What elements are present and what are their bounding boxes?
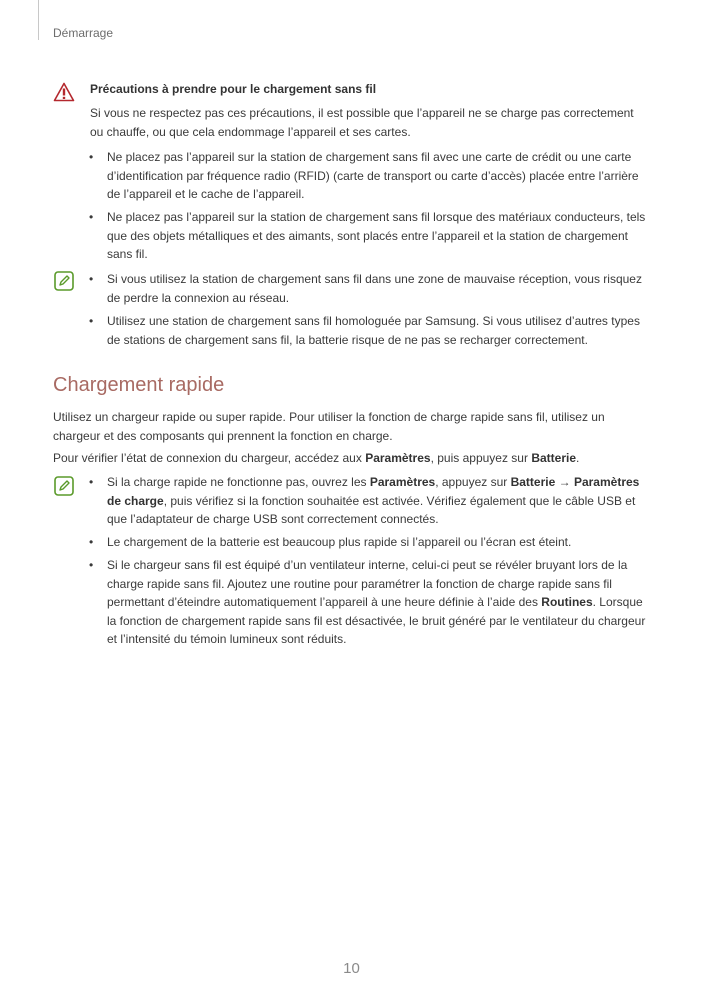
caution-item: Ne placez pas l’appareil sur la station de chargement sans fil avec une carte de crédit ou une carte d’identification par fréquence radio (RFID) (carte de transport ou carte d’accès) placée entre l’arrière de l’appareil et le cache de l’appareil. [107, 150, 639, 201]
note-item: Si le chargeur sans fil est équipé d’un ventilateur interne, celui-ci peut se révéler bruyant lors de la charge rapide sans fil. Ajoutez une routine pour paramétrer la fonction de charge rapide sans fil permettant d’éteindre automatiquement l’appareil à une heure définie à l’aide des Routines. Lorsque la fonction de chargement rapide sans fil est désactivée, le bruit généré par le ventilateur du chargeur et l’intensité du témoin lumineux sont réduits. [107, 558, 646, 646]
header-rule [38, 0, 39, 40]
section-paragraph: Pour vérifier l’état de connexion du chargeur, accédez aux Paramètres, puis appuyez sur Batterie. [53, 451, 580, 465]
warning-triangle-icon [53, 82, 75, 102]
bullet-marker: • [89, 150, 94, 164]
note-item: Si vous utilisez la station de chargement sans fil dans une zone de mauvaise réception, vous risquez de perdre la connexion au réseau. [107, 272, 642, 305]
section-paragraph: Utilisez un chargeur rapide ou super rapide. Pour utiliser la fonction de charge rapide sans fil, utilisez un chargeur et des composants qui prennent la fonction en charge. [53, 410, 605, 443]
caution-title: Précautions à prendre pour le chargement sans fil [90, 82, 377, 96]
bullet-marker: • [89, 558, 94, 572]
bullet-marker: • [89, 272, 94, 286]
caution-intro: Si vous ne respectez pas ces précautions, il est possible que l’appareil ne se charge pas correctement ou chauffe, ou que cela endommage l’appareil et ses cartes. [90, 106, 634, 139]
note-item: Le chargement de la batterie est beaucoup plus rapide si l’appareil ou l’écran est éteint. [107, 535, 572, 549]
note-pencil-icon [54, 476, 74, 496]
note-item: Si la charge rapide ne fonctionne pas, ouvrez les Paramètres, appuyez sur Batterie → Paramètres de charge, puis vérifiez si la fonction souhaitée est activée. Vérifiez également que le câble USB et que l’adaptateur de charge USB sont correctement connectés. [107, 475, 640, 526]
running-header: Démarrage [53, 26, 114, 40]
section-title: Chargement rapide [53, 374, 225, 396]
bullet-marker: • [89, 475, 94, 489]
note-pencil-icon [54, 271, 74, 291]
caution-item: Ne placez pas l’appareil sur la station de chargement sans fil lorsque des matériaux conducteurs, tels que des objets métalliques et des aimants, sont placés entre l’appareil et la station de chargement sans fil. [107, 210, 646, 261]
note-item: Utilisez une station de chargement sans fil homologuée par Samsung. Si vous utilisez d’autres types de stations de chargement sans fil, la batterie risque de ne pas se recharger correctement. [107, 314, 640, 347]
bullet-marker: • [89, 535, 94, 549]
bullet-marker: • [89, 314, 94, 328]
page-number: 10 [343, 960, 360, 977]
bullet-marker: • [89, 210, 94, 224]
